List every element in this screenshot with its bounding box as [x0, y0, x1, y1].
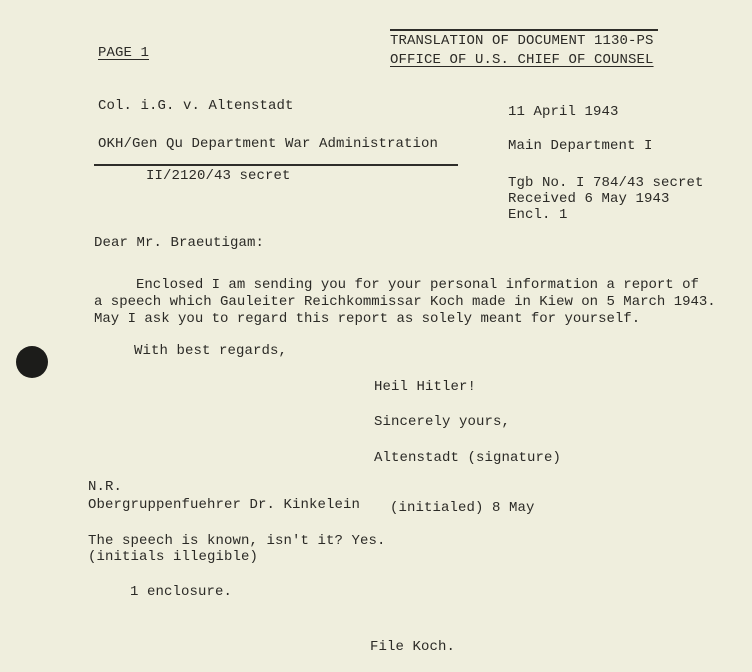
office-title: OFFICE OF U.S. CHIEF OF COUNSEL — [390, 52, 654, 68]
nr-note: N.R. — [88, 479, 123, 495]
body-line-1: Enclosed I am sending you for your personal information a report of — [94, 277, 699, 293]
initialed-note: (initialed) 8 May — [390, 500, 535, 516]
letter-date: 11 April 1943 — [508, 104, 619, 120]
body-line-3: May I ask you to regard this report as solely meant for yourself. — [94, 311, 641, 327]
sender-rule — [94, 164, 458, 166]
received-date: Received 6 May 1943 — [508, 191, 670, 207]
signature-line: Altenstadt (signature) — [374, 450, 562, 466]
sender-reference: II/2120/43 secret — [146, 168, 291, 184]
sender-department: OKH/Gen Qu Department War Administration — [98, 136, 439, 152]
tgb-number: Tgb No. I 784/43 secret — [508, 175, 704, 191]
body-line-2: a speech which Gauleiter Reichkommissar Koch made in Kiew on 5 March 1943. — [94, 294, 716, 310]
header-top-rule — [390, 29, 658, 31]
initials-illegible: (initials illegible) — [88, 549, 259, 565]
main-department: Main Department I — [508, 138, 653, 154]
page-label: PAGE 1 — [98, 45, 150, 61]
file-koch: File Koch. — [370, 639, 456, 655]
salutation: Dear Mr. Braeutigam: — [94, 235, 265, 251]
translation-title: TRANSLATION OF DOCUMENT 1130-PS — [390, 33, 654, 49]
question-line: The speech is known, isn't it? Yes. — [88, 533, 386, 549]
punch-hole — [16, 346, 48, 378]
enclosure-line: 1 enclosure. — [130, 584, 233, 600]
sender-name: Col. i.G. v. Altenstadt — [98, 98, 294, 114]
obergruppenfuehrer-line: Obergruppenfuehrer Dr. Kinkelein — [88, 497, 361, 513]
enclosure-count: Encl. 1 — [508, 207, 568, 223]
closing-sincerely: Sincerely yours, — [374, 414, 511, 430]
closing-heil: Heil Hitler! — [374, 379, 477, 395]
regards: With best regards, — [134, 343, 288, 359]
